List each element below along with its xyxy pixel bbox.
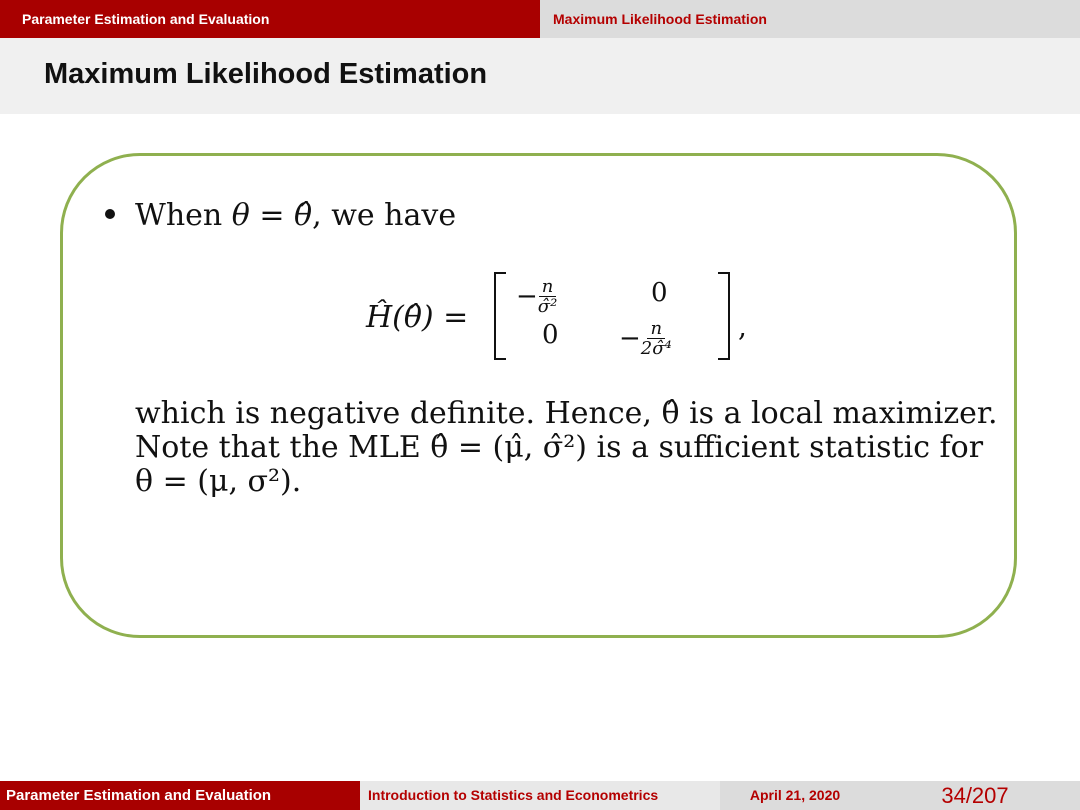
footer-section[interactable]: Parameter Estimation and Evaluation bbox=[0, 781, 360, 810]
hessian-equation bbox=[366, 270, 786, 370]
left-bracket bbox=[494, 272, 506, 360]
top-navigation-bar bbox=[0, 0, 1080, 38]
bullet-text-prefix: When bbox=[135, 198, 232, 233]
header-section-link[interactable]: Parameter Estimation and Evaluation bbox=[0, 0, 540, 38]
matrix-cell-21: 0 bbox=[542, 320, 559, 350]
matrix-cell-11: − $\frac{n}{\text{σ̂²}}$ bbox=[516, 276, 558, 317]
bullet-text-suffix: , we have bbox=[312, 198, 457, 233]
footer-bar bbox=[0, 781, 1080, 810]
body-paragraph bbox=[135, 397, 1005, 499]
header-subsection-link[interactable]: Maximum Likelihood Estimation bbox=[540, 0, 1080, 38]
footer-page-number: 34/207 bbox=[870, 781, 1080, 810]
equation-lhs: Ĥ(θ̂) = bbox=[366, 300, 469, 335]
title-band bbox=[0, 38, 1080, 114]
paragraph-line: θ = (μ, σ²). bbox=[135, 464, 302, 499]
paragraph-line: which is negative definite. Hence, θ̂ is a local maximizer. bbox=[135, 396, 998, 431]
slide-title: Maximum Likelihood Estimation bbox=[44, 58, 488, 90]
bullet-math: θ = θ̂ bbox=[231, 198, 313, 233]
paragraph-line: Note that the MLE θ̂ = (μ̂, σ̂²) is a sufficient statistic for bbox=[135, 430, 984, 465]
equation-comma: , bbox=[738, 310, 747, 343]
matrix-cell-12: 0 bbox=[651, 278, 668, 308]
matrix-cell-22: − $\frac{n}{\text{2σ̂⁴}}$ bbox=[619, 318, 672, 359]
right-bracket bbox=[718, 272, 730, 360]
footer-date: April 21, 2020 bbox=[720, 781, 870, 810]
bullet-icon bbox=[105, 209, 115, 219]
footer-course[interactable]: Introduction to Statistics and Econometrics bbox=[360, 781, 720, 810]
bullet-item bbox=[105, 198, 456, 233]
